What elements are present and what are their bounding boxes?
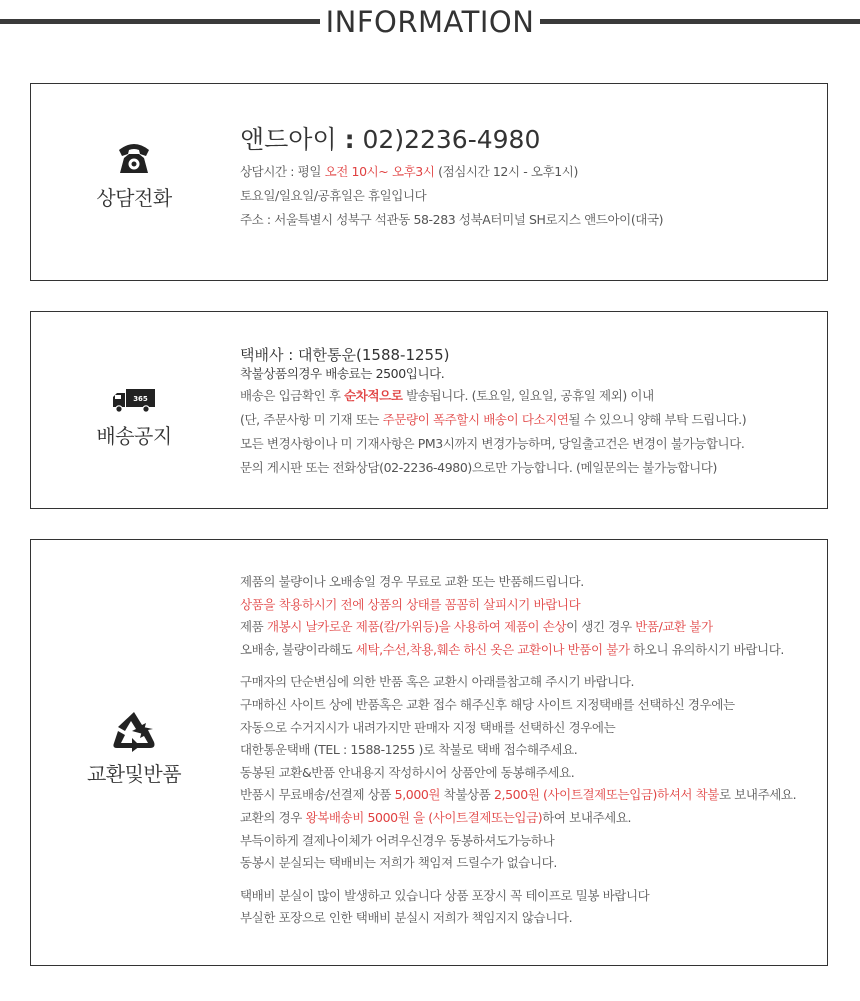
carrier-info: 택배사 : 대한통운(1588-1255) <box>240 346 450 364</box>
return-line-14: 택배비 분실이 많이 발생하고 있습니다 상품 포장시 꼭 테이프로 밀봉 바랍니다 <box>240 887 650 903</box>
return-line-11 <box>240 807 821 830</box>
phone-separator: : <box>344 125 355 154</box>
hours-prefix: 상담시간 : 평일 <box>240 164 325 179</box>
return-line-15: 부실한 포장으로 인한 택배비 분실시 저희가 책임지지 않습니다. <box>240 910 573 926</box>
l4-b: 세탁,수선,착용,훼손 하신 옷은 교환이나 반품이 불가 <box>355 641 630 657</box>
delivery-section <box>30 311 828 509</box>
hours-highlight: 오전 10시~ 오후3시 <box>324 164 435 179</box>
return-line-10 <box>240 784 821 807</box>
company-name: 앤드아이 <box>240 125 337 154</box>
telephone-icon <box>115 140 153 176</box>
l10-e: 로 보내주세요. <box>718 787 797 803</box>
delay-prefix: (단, 주문사항 미 기재 또는 <box>240 412 383 427</box>
l10-d: 2,500원 (사이트결제또는입금)하셔서 착불 <box>493 787 719 803</box>
return-line-9: 동봉된 교환&반품 안내용지 작성하시어 상품안에 동봉해주세요. <box>240 764 575 780</box>
l4-c: 하오니 유의하시기 바랍니다. <box>629 641 784 657</box>
change-notice: 모든 변경사항이나 미 기재사항은 PM3시까지 변경가능하며, 당일출고건은 변경이 불가능합니다. <box>240 436 745 451</box>
returns-side <box>31 710 237 787</box>
l3-d: 반품/교환 불가 <box>635 619 713 635</box>
ship-highlight: 순차적으로 <box>344 388 403 403</box>
return-line-7: 자동으로 수거지시가 내려가지만 판매자 지정 택배를 선택하신 경우에는 <box>240 719 616 735</box>
delay-suffix: 될 수 있으니 양해 부탁 드립니다.) <box>568 412 747 427</box>
return-line-3 <box>240 616 821 639</box>
l11-a: 교환의 경우 <box>240 809 306 825</box>
return-line-8: 대한통운택배 (TEL : 1588-1255 )로 착불로 택배 접수해주세요. <box>240 742 578 758</box>
delivery-content <box>240 346 821 480</box>
l10-a: 반품시 무료배송/선결제 상품 <box>240 787 395 803</box>
l3-a: 제품 <box>240 619 267 635</box>
l10-c: 착불상품 <box>440 787 494 803</box>
return-line-2: 상품을 착용하시기 전에 상품의 상태를 꼼꼼히 살피시기 바랍니다 <box>240 596 581 612</box>
information-header <box>0 0 860 44</box>
l4-a: 오배송, 불량이라해도 <box>240 641 356 657</box>
delivery-truck-icon <box>112 388 156 414</box>
phone-title <box>240 124 821 156</box>
ship-suffix: 발송됩니다. (토요일, 일요일, 공휴일 제외) 이내 <box>402 388 654 403</box>
recycle-icon <box>112 710 156 752</box>
return-line-13: 동봉시 분실되는 택배비는 저희가 책임져 드릴수가 없습니다. <box>240 855 557 871</box>
header-rule-right <box>540 19 860 24</box>
return-line-4 <box>240 639 821 662</box>
cod-fee: 착불상품의경우 배송료는 2500입니다. <box>240 366 445 381</box>
consult-hours <box>240 160 821 184</box>
address: 주소 : 서울특별시 성북구 석관동 58-283 성북A터미널 SH로지스 앤드아이(대국) <box>240 212 664 227</box>
inquiry-notice: 문의 게시판 또는 전화상담(02-2236-4980)으로만 가능합니다. (메일문의는 불가능합니다) <box>240 460 717 475</box>
phone-number[interactable]: 02)2236-4980 <box>362 125 541 154</box>
delay-highlight: 주문량이 폭주할시 배송이 다소지연 <box>382 412 569 427</box>
return-line-6: 구매하신 사이트 상에 반품혹은 교환 접수 해주신후 해당 사이트 지정택배를 선택하신 경우에는 <box>240 696 735 712</box>
hours-suffix: (점심시간 12시 - 오후1시) <box>434 164 578 179</box>
return-line-1: 제품의 불량이나 오배송일 경우 무료로 교환 또는 반품해드립니다. <box>240 574 584 589</box>
returns-section <box>30 539 828 966</box>
return-line-12: 부득이하게 결제나이체가 어려우신경우 동봉하셔도가능하나 <box>240 832 555 848</box>
l3-c: 이 생긴 경우 <box>566 619 636 635</box>
contact-side <box>31 140 237 211</box>
returns-label: 교환및반품 <box>86 762 182 786</box>
shipping-order <box>240 384 821 408</box>
contact-section <box>30 83 828 281</box>
l11-c: 하여 보내주세요. <box>542 809 632 825</box>
header-rule-left <box>0 19 320 24</box>
l11-b: 왕복배송비 5000원 을 (사이트결제또는입금) <box>305 809 543 825</box>
truck-badge: 365 <box>133 395 148 403</box>
delivery-label: 배송공지 <box>96 424 172 448</box>
return-line-5: 구매자의 단순변심에 의한 반품 혹은 교환시 아래를참고해 주시기 바랍니다. <box>240 674 635 690</box>
l3-b: 개봉시 날카로운 제품(칼/가위등)을 사용하여 제품이 손상 <box>266 619 567 635</box>
holiday-notice: 토요일/일요일/공휴일은 휴일입니다 <box>240 188 427 203</box>
l10-b: 5,000원 <box>394 787 441 803</box>
delivery-side <box>31 388 237 449</box>
delay-notice <box>240 408 821 432</box>
page-title: INFORMATION <box>325 5 535 39</box>
ship-prefix: 배송은 입금확인 후 <box>240 388 345 403</box>
contact-content <box>240 124 821 232</box>
contact-label: 상담전화 <box>96 186 172 210</box>
returns-content <box>240 571 821 930</box>
